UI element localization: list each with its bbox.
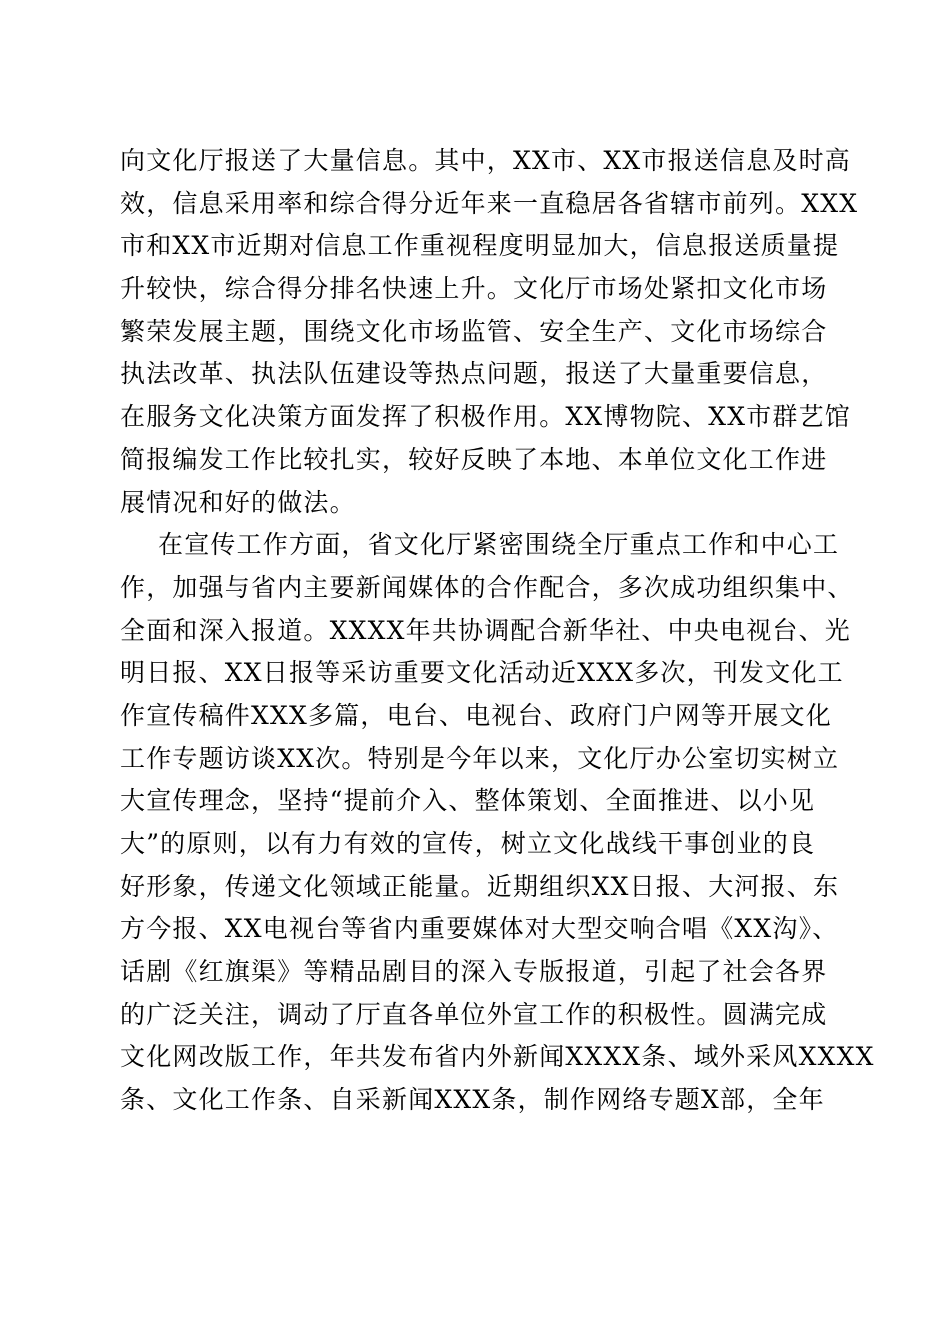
text-line: 大”的原则，以有力有效的宣传，树立文化战线干事创业的良	[120, 829, 816, 858]
text-line: 方今报、XX电视台等省内重要媒体对大型交响合唱《XX沟》、	[120, 914, 839, 944]
paragraph-first-line: 在宣传工作方面，省文化厅紧密围绕全厅重点工作和中心工	[158, 530, 840, 560]
text-line: 简报编发工作比较扎实，较好反映了本地、本单位文化工作进	[120, 444, 828, 474]
text-line: 大宣传理念，坚持“提前介入、整体策划、全面推进、以小见	[120, 786, 816, 816]
text-line: 明日报、XX日报等采访重要文化活动近XXX多次，刊发文化工	[120, 658, 844, 688]
text-line: 作，加强与省内主要新闻媒体的合作配合，多次成功组织集中、	[120, 572, 854, 602]
text-line: 繁荣发展主题，围绕文化市场监管、安全生产、文化市场综合	[120, 316, 828, 346]
document-body	[120, 140, 875, 1122]
text-line: 展情况和好的做法。	[120, 487, 356, 517]
text-line: 执法改革、执法队伍建设等热点问题，报送了大量重要信息，	[120, 359, 828, 389]
text-line: 升较快，综合得分排名快速上升。文化厅市场处紧扣文化市场	[120, 274, 828, 304]
text-line: 作宣传稿件XXX多篇，电台、电视台、政府门户网等开展文化	[120, 700, 832, 730]
text-line: 条、文化工作条、自采新闻XXX条，制作网络专题X部，全年	[120, 1085, 825, 1115]
text-line: 文化网改版工作，年共发布省内外新闻XXXX条、域外采风XXXX	[120, 1042, 875, 1072]
text-line: 话剧《红旗渠》等精品剧目的深入专版报道，引起了社会各界	[120, 957, 828, 987]
text-line: 的广泛关注，调动了厅直各单位外宣工作的积极性。圆满完成	[120, 999, 828, 1029]
text-line: 向文化厅报送了大量信息。其中，XX市、XX市报送信息及时高	[120, 146, 851, 175]
text-line: 工作专题访谈XX次。特别是今年以来，文化厅办公室切实树立	[120, 743, 840, 773]
text-line: 好形象，传递文化领域正能量。近期组织XX日报、大河报、东	[120, 871, 840, 901]
text-line: 效，信息采用率和综合得分近年来一直稳居各省辖市前列。XXX	[120, 188, 859, 218]
text-line: 市和XX市近期对信息工作重视程度明显加大，信息报送质量提	[120, 231, 840, 261]
text-line: 全面和深入报道。XXXX年共协调配合新华社、中央电视台、光	[120, 615, 851, 645]
text-line: 在服务文化决策方面发挥了积极作用。XX博物院、XX市群艺馆	[120, 402, 851, 432]
